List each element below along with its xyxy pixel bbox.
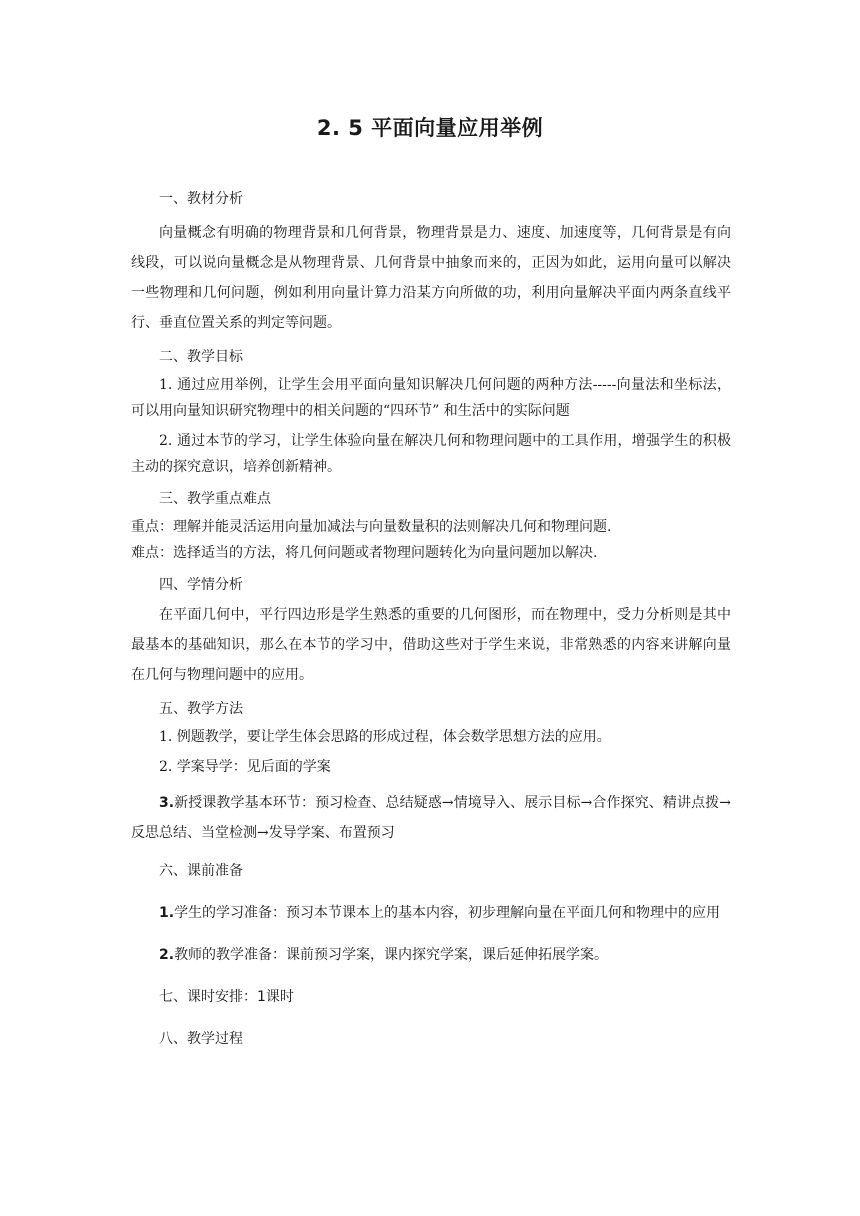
section-heading-textbook-analysis: 一、教材分析: [159, 191, 243, 207]
teaching-method-3-text: 新授课教学基本环节：预习检查、总结疑惑→情境导入、展示目标→合作探究、精讲点拨→反思总结、当堂检测→发导学案、布置预习: [131, 795, 731, 841]
class-hours-unit: 课时: [265, 989, 294, 1005]
teaching-goal-2: 2. 通过本节的学习，让学生体验向量在解决几何和物理问题中的工具作用，增强学生的积极主动的探究意识，培养创新精神。: [131, 433, 731, 475]
preparation-teacher: [131, 940, 731, 970]
teaching-method-3: [131, 788, 731, 848]
preparation-student: [131, 898, 731, 928]
preparation-student-number: 1.: [159, 905, 175, 921]
class-hours-number: 1: [257, 989, 266, 1005]
key-point: 重点：理解并能灵活运用向量加减法与向量数量积的法则解决几何和物理问题.: [131, 519, 612, 535]
section-heading-teaching-goals: 二、教学目标: [159, 349, 243, 365]
document-body: [131, 184, 731, 1054]
preparation-student-text: 学生的学习准备：预习本节课本上的基本内容，初步理解向量在平面几何和物理中的应用: [174, 905, 721, 921]
preparation-teacher-number: 2.: [159, 947, 175, 963]
difficult-point: 难点：选择适当的方法，将几何问题或者物理问题转化为向量问题加以解决.: [131, 545, 598, 561]
preparation-teacher-text: 教师的教学准备：课前预习学案，课内探究学案，课后延伸拓展学案。: [174, 947, 609, 963]
teaching-method-2: 2. 学案导学：见后面的学案: [159, 759, 331, 775]
section-heading-teaching-process: 八、教学过程: [159, 1031, 243, 1047]
teaching-goal-1: 1. 通过应用举例，让学生会用平面向量知识解决几何问题的两种方法-----向量法和坐标法，可以用向量知识研究物理中的相关问题的“四环节” 和生活中的实际问题: [131, 377, 731, 419]
document-title: 2. 5 平面向量应用举例: [316, 116, 544, 140]
class-hours-label: 七、课时安排：: [159, 989, 257, 1005]
section-heading-preparation: 六、课前准备: [159, 863, 243, 879]
learner-analysis-paragraph: 在平面几何中，平行四边形是学生熟悉的重要的几何图形，而在物理中，受力分析则是其中最基本的基础知识，那么在本节的学习中，借助这些对于学生来说，非常熟悉的内容来讲解向量在几何与物理问题中的应用。: [131, 607, 731, 683]
section-heading-key-points: 三、教学重点难点: [159, 491, 271, 507]
section-heading-teaching-methods: 五、教学方法: [159, 701, 243, 717]
teaching-method-1: 1. 例题教学，要让学生体会思路的形成过程，体会数学思想方法的应用。: [159, 729, 611, 745]
textbook-analysis-paragraph: 向量概念有明确的物理背景和几何背景，物理背景是力、速度、加速度等，几何背景是有向线段，可以说向量概念是从物理背景、几何背景中抽象而来的，正因为如此，运用向量可以解决一些物理和几何问题，例如利用向量计算力沿某方向所做的功，利用向量解决平面内两条直线平行、垂直位置关系的判定等问题。: [131, 225, 731, 331]
section-heading-class-hours: [131, 982, 731, 1012]
section-heading-learner-analysis: 四、学情分析: [159, 577, 243, 593]
teaching-method-3-number: 3.: [159, 795, 175, 811]
